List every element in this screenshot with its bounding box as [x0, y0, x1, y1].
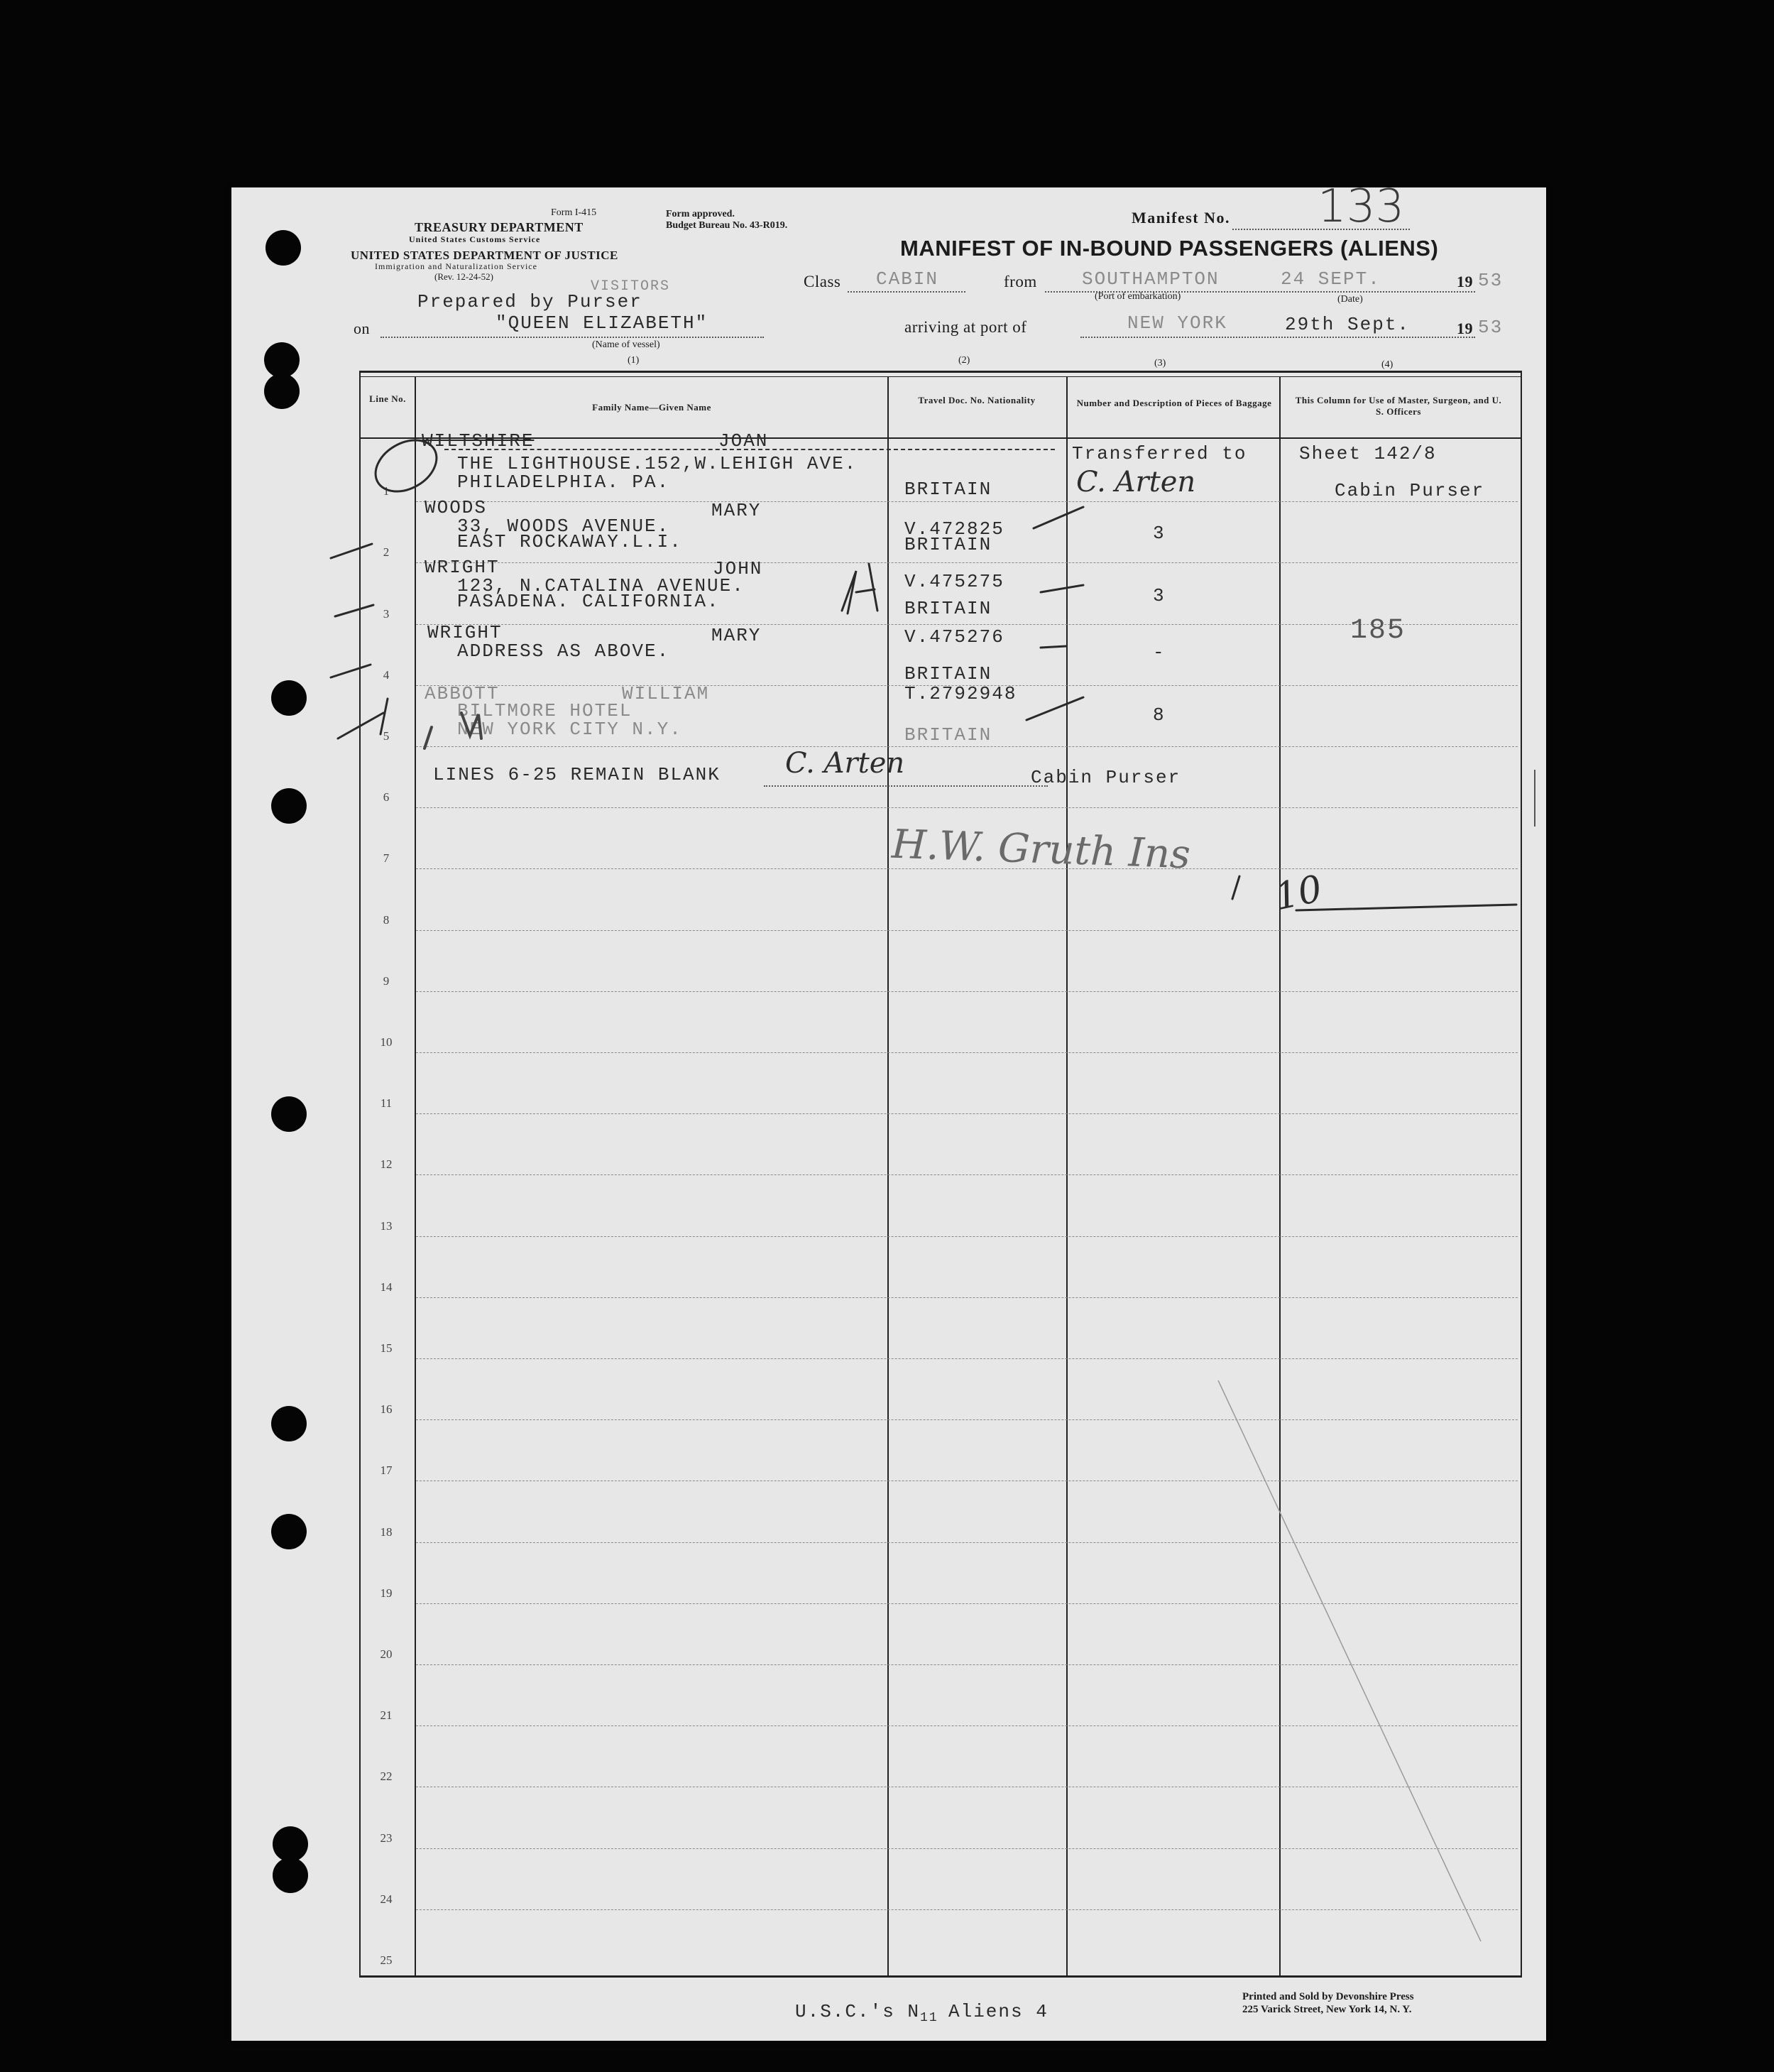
- line-number: 19: [380, 1586, 393, 1600]
- line-number: 5: [383, 729, 390, 743]
- column-header-baggage: Number and Description of Pieces of Baggage: [1076, 398, 1272, 408]
- line-number: 15: [380, 1341, 393, 1355]
- entry-2-address-1: 33, WOODS AVENUE.: [457, 516, 670, 537]
- entry-5-family-name: ABBOTT: [425, 683, 500, 704]
- from-label: from: [1004, 273, 1037, 290]
- customs-service: United States Customs Service: [409, 234, 541, 244]
- line-number: 7: [383, 851, 390, 866]
- uscs-number: [795, 2001, 938, 2025]
- line-number: 25: [380, 1953, 393, 1967]
- entry-1-given-name: JOAN: [718, 430, 769, 452]
- entry-4-nationality: BRITAIN: [904, 663, 992, 685]
- manifest-number: 133: [1318, 180, 1405, 233]
- inspector-signature: H.W. Gruth Ins: [890, 821, 1191, 878]
- line-number: 18: [380, 1525, 393, 1539]
- class-value: CABIN: [876, 268, 939, 290]
- on-label: on: [354, 320, 370, 337]
- entry-3-family-name: WRIGHT: [425, 557, 500, 578]
- entry-5-address-2: NEW YORK CITY N.Y.: [457, 719, 682, 740]
- form-approved: Form approved.: [666, 209, 735, 219]
- entry-5-nationality: BRITAIN: [904, 724, 992, 746]
- ins-label: Immigration and Naturalization Service: [375, 261, 537, 271]
- arriving-label: arriving at port of: [904, 318, 1027, 336]
- entry-4-doc-number: V.475276: [904, 626, 1004, 648]
- entry-2-baggage: 3: [1153, 523, 1166, 544]
- manifest-page: [231, 180, 1546, 2041]
- page-title: MANIFEST OF IN-BOUND PASSENGERS (ALIENS): [900, 236, 1439, 261]
- line-number: 22: [380, 1770, 393, 1784]
- form-number: Form I-415: [551, 207, 597, 218]
- entry-5-doc-number: T.2792948: [904, 683, 1017, 704]
- entry-2-address-2: EAST ROCKAWAY.L.I.: [457, 531, 682, 552]
- date-caption: (Date): [1337, 294, 1363, 305]
- printer-line-1: Printed and Sold by Devonshire Press: [1242, 1991, 1414, 2002]
- uscs-subscript: 11: [920, 2011, 938, 2026]
- departure-year: 53: [1478, 270, 1504, 291]
- entry-2-given-name: MARY: [711, 500, 762, 521]
- line-number: 17: [380, 1463, 393, 1478]
- arrival-date: 29th Sept.: [1285, 314, 1411, 335]
- arrival-year-prefix: 19: [1457, 320, 1473, 337]
- aliens-count: Aliens 4: [948, 2001, 1048, 2022]
- purser-signature: C. Arten: [1076, 466, 1196, 498]
- column-header-officers: This Column for Use of Master, Surgeon, and U. S. Officers: [1295, 395, 1502, 417]
- entry-2-doc-number: V.472825: [904, 518, 1004, 540]
- uscs-label: U.S.C.'s N: [795, 2001, 921, 2022]
- entry-4-address-1: ADDRESS AS ABOVE.: [457, 640, 670, 662]
- line-number: 3: [383, 606, 390, 621]
- line-number: 14: [380, 1280, 393, 1294]
- column-header-line-no: Line No.: [369, 393, 406, 404]
- entry-1-address-2: PHILADELPHIA. PA.: [457, 471, 670, 493]
- arrival-port: NEW YORK: [1127, 312, 1227, 334]
- port-of-embarkation: SOUTHAMPTON: [1082, 268, 1220, 290]
- visitors-note: VISITORS: [591, 278, 671, 295]
- line-number: 2: [383, 545, 390, 560]
- entry-1-officer-note-2: Cabin Purser: [1335, 480, 1485, 501]
- entry-1-address-1: THE LIGHTHOUSE.152,W.LEHIGH AVE.: [457, 453, 858, 474]
- entry-4-family-name: WRIGHT: [427, 622, 503, 643]
- line-number: 11: [380, 1096, 393, 1111]
- line-number: 10: [380, 1035, 393, 1049]
- inspection-time: 10: [1271, 867, 1326, 920]
- line-number: 16: [380, 1402, 393, 1417]
- arrival-year: 53: [1478, 317, 1504, 338]
- budget-bureau: Budget Bureau No. 43-R019.: [666, 220, 788, 231]
- entry-1-family-name: WILTSHIRE: [422, 430, 535, 452]
- printer-line-2: 225 Varick Street, New York 14, N. Y.: [1242, 2004, 1412, 2015]
- revision-label: (Rev. 12-24-52): [434, 271, 493, 282]
- entry-5-address-1: BILTMORE HOTEL: [457, 700, 633, 721]
- handwritten-marks: [231, 187, 1546, 2041]
- entry-3-officer-note: 185: [1350, 615, 1406, 647]
- line-number: 12: [380, 1157, 393, 1172]
- entry-3-doc-number: V.475275: [904, 571, 1004, 592]
- column-index-2: (2): [958, 355, 970, 366]
- entry-1-officer-note: Sheet 142/8: [1299, 443, 1437, 464]
- line-number: 23: [380, 1831, 393, 1845]
- class-label: Class: [804, 273, 841, 290]
- line-number: 20: [380, 1647, 393, 1661]
- column-index-4: (4): [1381, 359, 1394, 370]
- entry-2-family-name: WOODS: [425, 497, 488, 518]
- entry-1-nationality: BRITAIN: [904, 479, 992, 500]
- treasury-department: TREASURY DEPARTMENT: [415, 220, 584, 234]
- entry-3-given-name: JOHN: [713, 558, 763, 579]
- column-index-3: (3): [1154, 358, 1166, 369]
- line-number: 24: [380, 1892, 393, 1906]
- departure-year-prefix: 19: [1457, 273, 1473, 290]
- blank-lines-note: LINES 6-25 REMAIN BLANK: [433, 764, 721, 785]
- line-number: 1: [383, 484, 390, 498]
- entry-4-baggage: -: [1153, 642, 1166, 663]
- entry-5-given-name: WILLIAM: [622, 683, 710, 704]
- line-number: 4: [383, 667, 390, 682]
- port-caption: (Port of embarkation): [1095, 291, 1181, 302]
- entry-3-address-1: 123, N.CATALINA AVENUE.: [457, 575, 745, 596]
- entry-3-address-2: PASADENA. CALIFORNIA.: [457, 591, 720, 612]
- vessel-name: "QUEEN ELIZABETH": [495, 312, 708, 334]
- entry-3-baggage: 3: [1153, 585, 1166, 606]
- entry-2-nationality: BRITAIN: [904, 534, 992, 555]
- line-number: 8: [383, 912, 390, 927]
- entry-4-given-name: MARY: [711, 625, 762, 646]
- departure-date: 24 SEPT.: [1281, 268, 1381, 290]
- column-header-travel-doc: Travel Doc. No. Nationality: [918, 395, 1036, 405]
- column-header-name: Family Name—Given Name: [592, 402, 711, 413]
- line-number: 21: [380, 1708, 393, 1723]
- entry-3-nationality: BRITAIN: [904, 598, 992, 619]
- line-number: 9: [383, 974, 390, 988]
- line-number: 13: [380, 1218, 393, 1233]
- purser-signature-2: C. Arten: [785, 747, 905, 780]
- column-index-1: (1): [628, 355, 640, 366]
- entry-1-baggage: Transferred to: [1072, 443, 1247, 464]
- department-of-justice: UNITED STATES DEPARTMENT OF JUSTICE: [351, 249, 618, 262]
- prepared-by: Prepared by Purser: [417, 291, 642, 312]
- line-number: 6: [383, 790, 390, 805]
- manifest-number-label: Manifest No.: [1132, 209, 1230, 227]
- entry-5-baggage: 8: [1153, 704, 1166, 726]
- vessel-caption: (Name of vessel): [592, 339, 660, 350]
- purser-title: Cabin Purser: [1031, 767, 1181, 788]
